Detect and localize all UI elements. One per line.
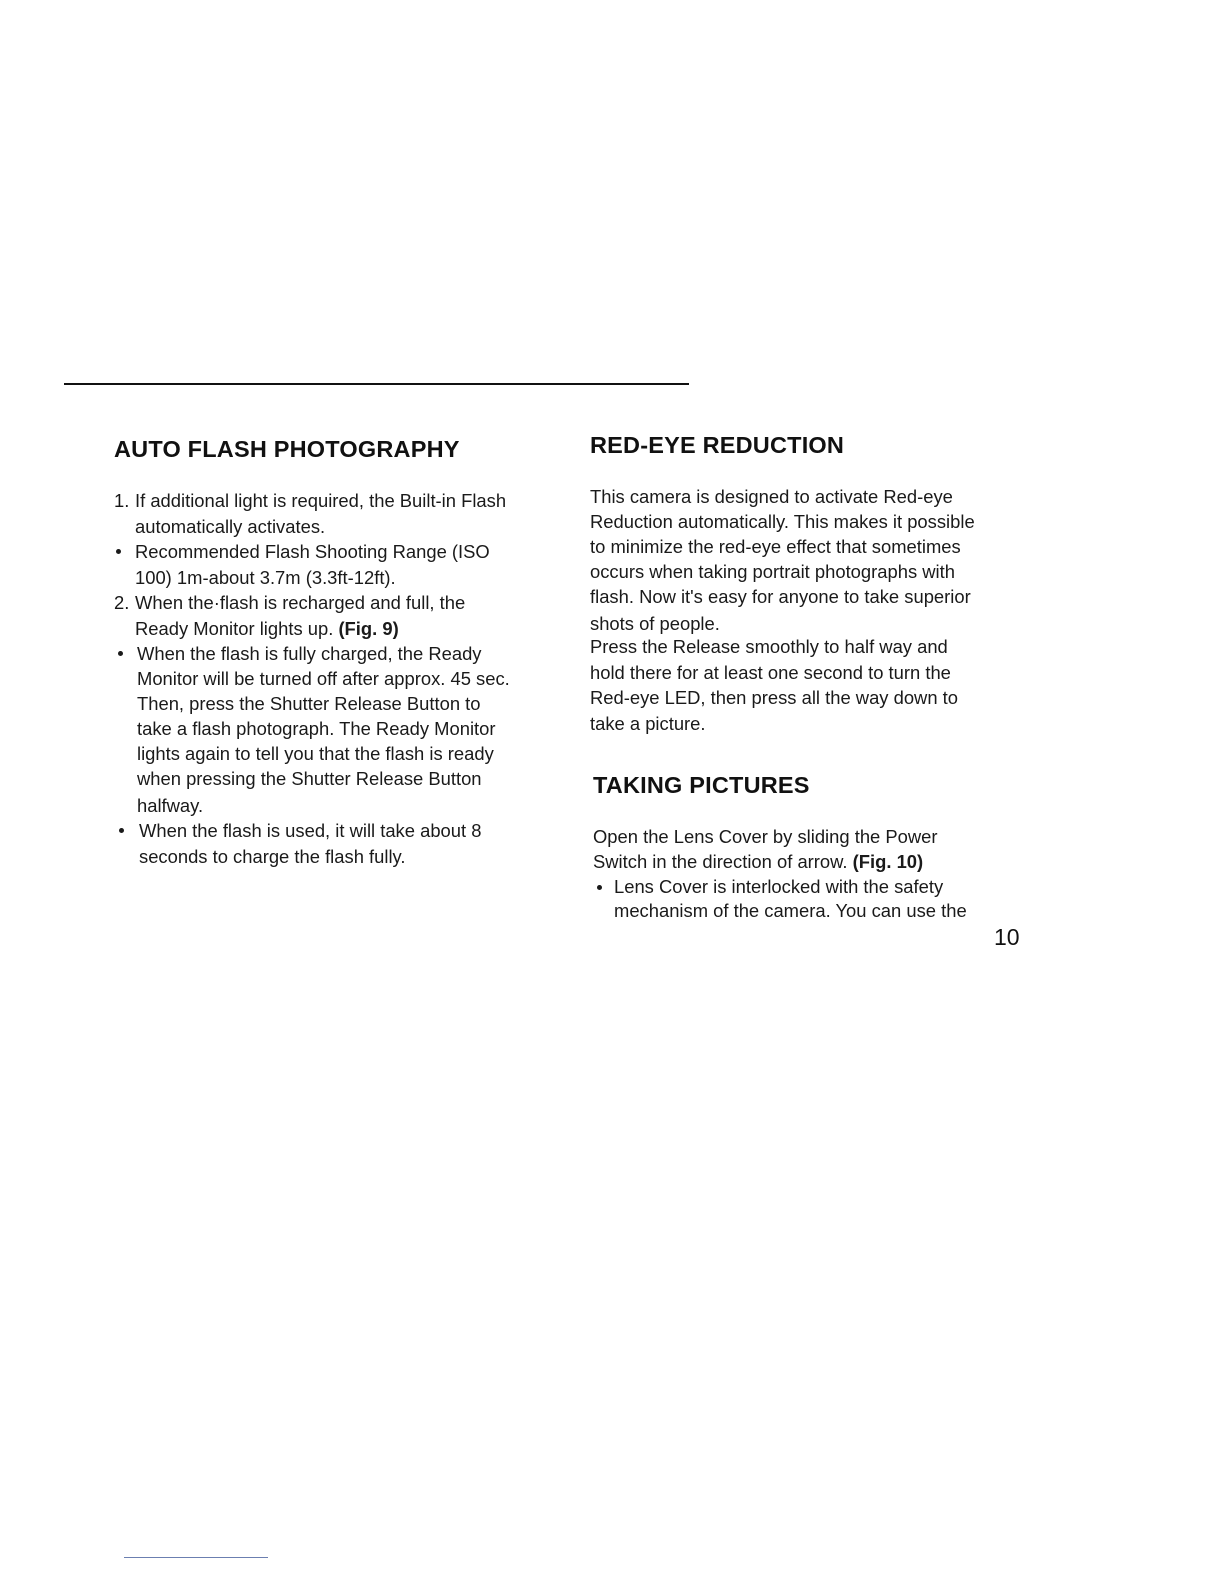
text-line: 100) 1m-about 3.7m (3.3ft-12ft). (135, 567, 396, 588)
text-line: Lens Cover is interlocked with the safety (614, 876, 944, 897)
text-line: to minimize the red-eye effect that sometimes (590, 536, 961, 557)
heading-auto-flash: AUTO FLASH PHOTOGRAPHY (114, 436, 460, 462)
text-line: When the flash is used, it will take about 8 (139, 820, 482, 841)
figure-reference: (Fig. 9) (338, 618, 399, 639)
bullet-icon (119, 828, 124, 833)
item-number: 1. (114, 490, 130, 511)
text-line: halfway. (137, 795, 204, 816)
text-line: occurs when taking portrait photographs with (590, 561, 955, 582)
bullet-icon (597, 885, 602, 890)
text-line: seconds to charge the flash fully. (139, 846, 406, 867)
figure-reference: (Fig. 10) (852, 851, 924, 872)
bottom-rule (124, 1557, 268, 1558)
text-line: Monitor will be turned off after approx. 45 sec. (137, 668, 510, 689)
heading-taking-pictures: TAKING PICTURES (593, 772, 810, 798)
text-segment: Ready Monitor lights up. (135, 618, 334, 639)
bullet-icon (116, 549, 121, 554)
text-line: take a flash photograph. The Ready Monitor (137, 718, 496, 739)
text-line: flash. Now it's easy for anyone to take superior (590, 586, 971, 607)
bullet-icon (118, 651, 123, 656)
text-line: Then, press the Shutter Release Button to (137, 693, 481, 714)
text-line: When the·flash is recharged and full, the (135, 592, 466, 613)
text-line (135, 618, 399, 640)
item-number: 2. (114, 592, 130, 613)
top-rule (64, 383, 689, 385)
text-segment: Switch in the direction of arrow. (593, 851, 848, 872)
page-number: 10 (994, 924, 1020, 950)
text-line: hold there for at least one second to turn the (590, 662, 951, 683)
text-line: take a picture. (590, 713, 706, 734)
text-line: mechanism of the camera. You can use the (614, 900, 967, 921)
text-line (593, 851, 923, 873)
text-line: When the flash is fully charged, the Ready (137, 643, 482, 664)
text-line: when pressing the Shutter Release Button (137, 768, 482, 789)
text-line: Red-eye LED, then press all the way down to (590, 687, 959, 708)
text-line: If additional light is required, the Built-in Flash (135, 490, 507, 511)
text-line: Recommended Flash Shooting Range (ISO (135, 541, 490, 562)
text-line: Open the Lens Cover by sliding the Power (593, 826, 938, 847)
text-line: lights again to tell you that the flash is ready (137, 743, 494, 764)
text-line: Reduction automatically. This makes it possible (590, 511, 975, 532)
text-line: automatically activates. (135, 516, 326, 537)
text-line: Press the Release smoothly to half way and (590, 636, 948, 657)
heading-red-eye: RED-EYE REDUCTION (590, 432, 845, 458)
text-line: This camera is designed to activate Red-eye (590, 486, 953, 507)
text-line: shots of people. (590, 613, 720, 634)
